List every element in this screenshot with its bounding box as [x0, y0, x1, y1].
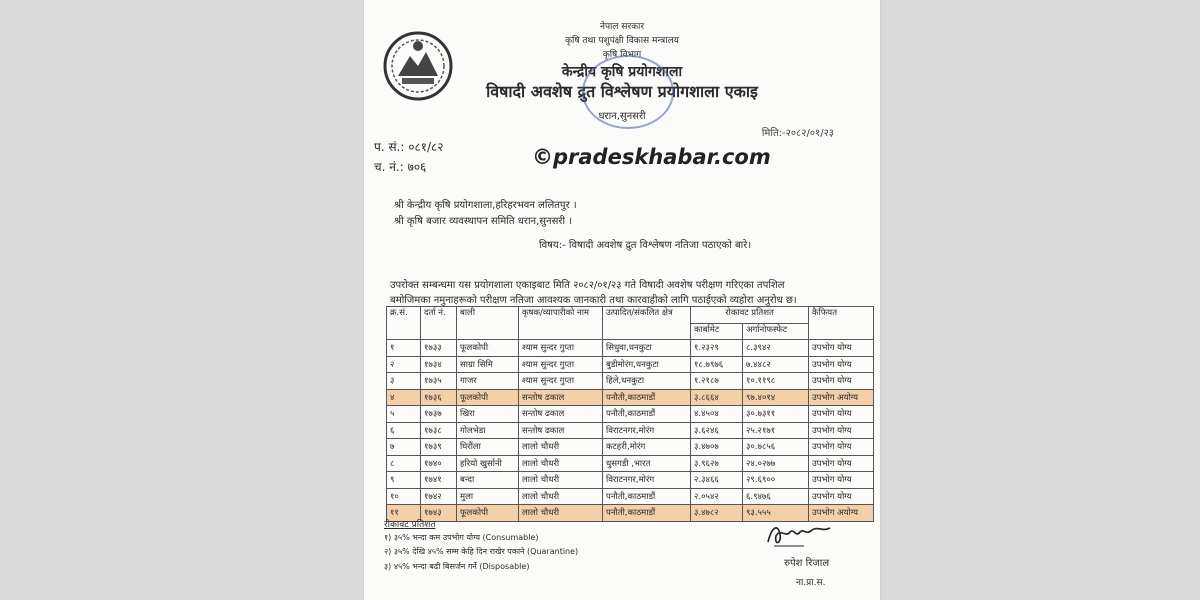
lab-name: केन्द्रीय कृषि प्रयोगशाला [561, 64, 683, 80]
subject-line: विषय:- विषादी अवशेष द्रुत विश्लेषण नतिजा पठाएको बारे। [539, 240, 752, 251]
cell-carbamate: २.३४६६ [691, 472, 743, 489]
body-paragraph-line-1: उपरोक्त सम्बन्धमा यस प्रयोगशाला एकाइबाट मिति २०८२/०१/२३ गते विषादी अवशेष परीक्षण गरिएका तपशिल [390, 280, 785, 291]
cell-carbamate: २.०५४२ [691, 488, 743, 505]
cell-farmer: श्याम सुन्दर गुप्ता [519, 373, 603, 390]
header-crop: बाली [457, 307, 519, 340]
lab-unit-title: विषादी अवशेष द्रुत विश्लेषण प्रयोगशाला एकाइ [486, 82, 758, 101]
table-row [387, 439, 874, 456]
cell-area: पनौती,काठमाडौं [603, 505, 691, 522]
cell-farmer: लालो चौधरी [519, 472, 603, 489]
lab-location: धरान,सुनसरी [598, 111, 646, 122]
dispatch-number: च. नं.: ७०६ [374, 160, 427, 174]
cell-reg: १७३६ [421, 389, 457, 406]
cell-area: बुडीमोरंग,धनकुटा [603, 356, 691, 373]
reference-number: प. सं.: ०८१/८२ [374, 140, 444, 154]
cell-organophosphate: १०.११९८ [743, 373, 809, 390]
cell-organophosphate: २९.६९०० [743, 472, 809, 489]
cell-crop: हरियो खुर्सानी [457, 455, 519, 472]
table-row [387, 373, 874, 390]
header-area: उत्पादित/संकलित क्षेत्र [603, 307, 691, 340]
cell-reg: १७३५ [421, 373, 457, 390]
header-inhibition: रोकावट प्रतिशत [691, 307, 809, 324]
table-row [387, 455, 874, 472]
table-row [387, 406, 874, 423]
cell-area: हिले,धनकुटा [603, 373, 691, 390]
org-line-2: कृषि तथा पशुपंक्षी विकास मन्त्रालय [565, 36, 679, 46]
cell-crop: फूलकोपी [457, 505, 519, 522]
cell-sn: ३ [387, 373, 421, 390]
cell-carbamate: १.२१८७ [691, 373, 743, 390]
table-row [387, 488, 874, 505]
cell-remarks: उपभोग योग्य [809, 340, 874, 357]
body-paragraph-line-2: बमोजिमका नमुनाहरूको परीक्षण नतिजा आवश्यक जानकारी तथा कारवाहीको लागि पठाईएको व्यहोरा अनुरोध छ। [390, 295, 797, 306]
cell-farmer: श्याम सुन्दर गुप्ता [519, 340, 603, 357]
cell-sn: ११ [387, 505, 421, 522]
cell-farmer: लालो चौधरी [519, 505, 603, 522]
table-row [387, 505, 874, 522]
cell-organophosphate: ७.४४८२ [743, 356, 809, 373]
signatory-designation: ना.प्रा.स. [796, 578, 826, 588]
org-line-1: नेपाल सरकार [599, 22, 645, 32]
cell-remarks: उपभोग अयोग्य [809, 505, 874, 522]
cell-remarks: उपभोग योग्य [809, 472, 874, 489]
legend-title: रोकावट प्रतिशत [384, 520, 436, 530]
org-line-3: कृषि विभाग [602, 50, 642, 60]
cell-reg: १७३४ [421, 356, 457, 373]
cell-farmer: सन्तोष ढकाल [519, 406, 603, 423]
cell-crop: मुला [457, 488, 519, 505]
cell-carbamate: १८.७९७६ [691, 356, 743, 373]
cell-remarks: उपभोग योग्य [809, 422, 874, 439]
header-organophosphate: अर्गानोफस्फेट [743, 323, 809, 340]
cell-carbamate: ३.९६२७ [691, 455, 743, 472]
recipient-1: श्री केन्द्रीय कृषि प्रयोगशाला,हरिहरभवन ललितपुर । [394, 200, 577, 211]
cell-farmer: लालो चौधरी [519, 455, 603, 472]
cell-crop: गोलभेडा [457, 422, 519, 439]
cell-crop: साग्रा सिमि [457, 356, 519, 373]
cell-crop: गाजर [457, 373, 519, 390]
cell-area: कटहरी,मोरंग [603, 439, 691, 456]
cell-reg: १७४२ [421, 488, 457, 505]
cell-remarks: उपभोग अयोग्य [809, 389, 874, 406]
cell-carbamate: ३.४७८२ [691, 505, 743, 522]
cell-organophosphate: ९७.४०१४ [743, 389, 809, 406]
cell-sn: ६ [387, 422, 421, 439]
cell-crop: बन्दा [457, 472, 519, 489]
cell-farmer: श्याम सुन्दर गुप्ता [519, 356, 603, 373]
cell-sn: ७ [387, 439, 421, 456]
header-sn: क्र.सं. [387, 307, 421, 340]
cell-farmer: लालो चौधरी [519, 439, 603, 456]
signature-icon [764, 520, 834, 550]
signatory-name: रुपेश रिजाल [784, 558, 830, 569]
letter-date: मिति:-२०८२/०१/२३ [761, 128, 834, 139]
cell-crop: फूलकोपी [457, 389, 519, 406]
cell-reg: १७३७ [421, 406, 457, 423]
cell-sn: ५ [387, 406, 421, 423]
cell-carbamate: ३.६२४६ [691, 422, 743, 439]
letter-page [364, 0, 880, 600]
cell-farmer: सन्तोष ढकाल [519, 389, 603, 406]
cell-carbamate: ४.४५०४ [691, 406, 743, 423]
cell-crop: फूलकोपी [457, 340, 519, 357]
cell-area: पनौती,काठमाडौं [603, 406, 691, 423]
cell-organophosphate: ८.३९४२ [743, 340, 809, 357]
legend-item-consumable: १) ३५% भन्दा कम उपभोग योग्य (Consumable) [384, 533, 539, 542]
cell-remarks: उपभोग योग्य [809, 356, 874, 373]
cell-remarks: उपभोग योग्य [809, 488, 874, 505]
recipient-2: श्री कृषि बजार व्यवस्थापन समिति धरान,सुनसरी । [394, 216, 573, 227]
legend-item-disposable: ३) ४५% भन्दा बढी बिसर्जन गर्ने (Disposable) [384, 562, 530, 571]
cell-farmer: लालो चौधरी [519, 488, 603, 505]
cell-area: धुसगडी ,भारत [603, 455, 691, 472]
cell-carbamate: ३.८६६४ [691, 389, 743, 406]
table-row [387, 340, 874, 357]
cell-sn: २ [387, 356, 421, 373]
header-farmer: कृषक/व्यापारीको नाम [519, 307, 603, 340]
cell-remarks: उपभोग योग्य [809, 406, 874, 423]
cell-reg: १७४३ [421, 505, 457, 522]
cell-organophosphate: ३०.७३११ [743, 406, 809, 423]
watermark: ©pradeskhabar.com [532, 145, 771, 169]
cell-carbamate: ३.४७०७ [691, 439, 743, 456]
cell-sn: १० [387, 488, 421, 505]
cell-remarks: उपभोग योग्य [809, 373, 874, 390]
cell-organophosphate: ९३.५५५ [743, 505, 809, 522]
cell-sn: ८ [387, 455, 421, 472]
legend-item-quarantine: २) ३५% देखि ४५% सम्म केहि दिन राखेर पकाने (Quarantine) [384, 547, 579, 556]
cell-sn: ९ [387, 472, 421, 489]
cell-remarks: उपभोग योग्य [809, 455, 874, 472]
cell-organophosphate: २४.०२७७ [743, 455, 809, 472]
cell-reg: १७३८ [421, 422, 457, 439]
cell-organophosphate: ६.९४७६ [743, 488, 809, 505]
office-stamp [582, 55, 674, 129]
cell-area: सिधुवा,धनकुटा [603, 340, 691, 357]
cell-reg: १७४१ [421, 472, 457, 489]
cell-area: पनौती,काठमाडौं [603, 488, 691, 505]
table-row [387, 472, 874, 489]
table-row [387, 422, 874, 439]
cell-crop: घिरौंला [457, 439, 519, 456]
cell-reg: १७३३ [421, 340, 457, 357]
cell-remarks: उपभोग योग्य [809, 439, 874, 456]
table-row [387, 389, 874, 406]
cell-area: विराटनगर,मोरंग [603, 472, 691, 489]
header-reg: दर्ता नं. [421, 307, 457, 340]
results-table [386, 306, 874, 522]
cell-reg: १७४० [421, 455, 457, 472]
cell-organophosphate: २५.२१७१ [743, 422, 809, 439]
cell-area: पनौती,काठमाडौं [603, 389, 691, 406]
cell-sn: ४ [387, 389, 421, 406]
cell-crop: खिरा [457, 406, 519, 423]
header-remarks: कैफियत [809, 307, 874, 340]
cell-sn: १ [387, 340, 421, 357]
cell-area: विराटनगर,मोरंग [603, 422, 691, 439]
header-carbamate: कार्बामेट [691, 323, 743, 340]
cell-organophosphate: ३०.७८५६ [743, 439, 809, 456]
cell-carbamate: १.२३२९ [691, 340, 743, 357]
cell-farmer: सन्तोष ढकाल [519, 422, 603, 439]
table-row [387, 356, 874, 373]
cell-reg: १७३९ [421, 439, 457, 456]
